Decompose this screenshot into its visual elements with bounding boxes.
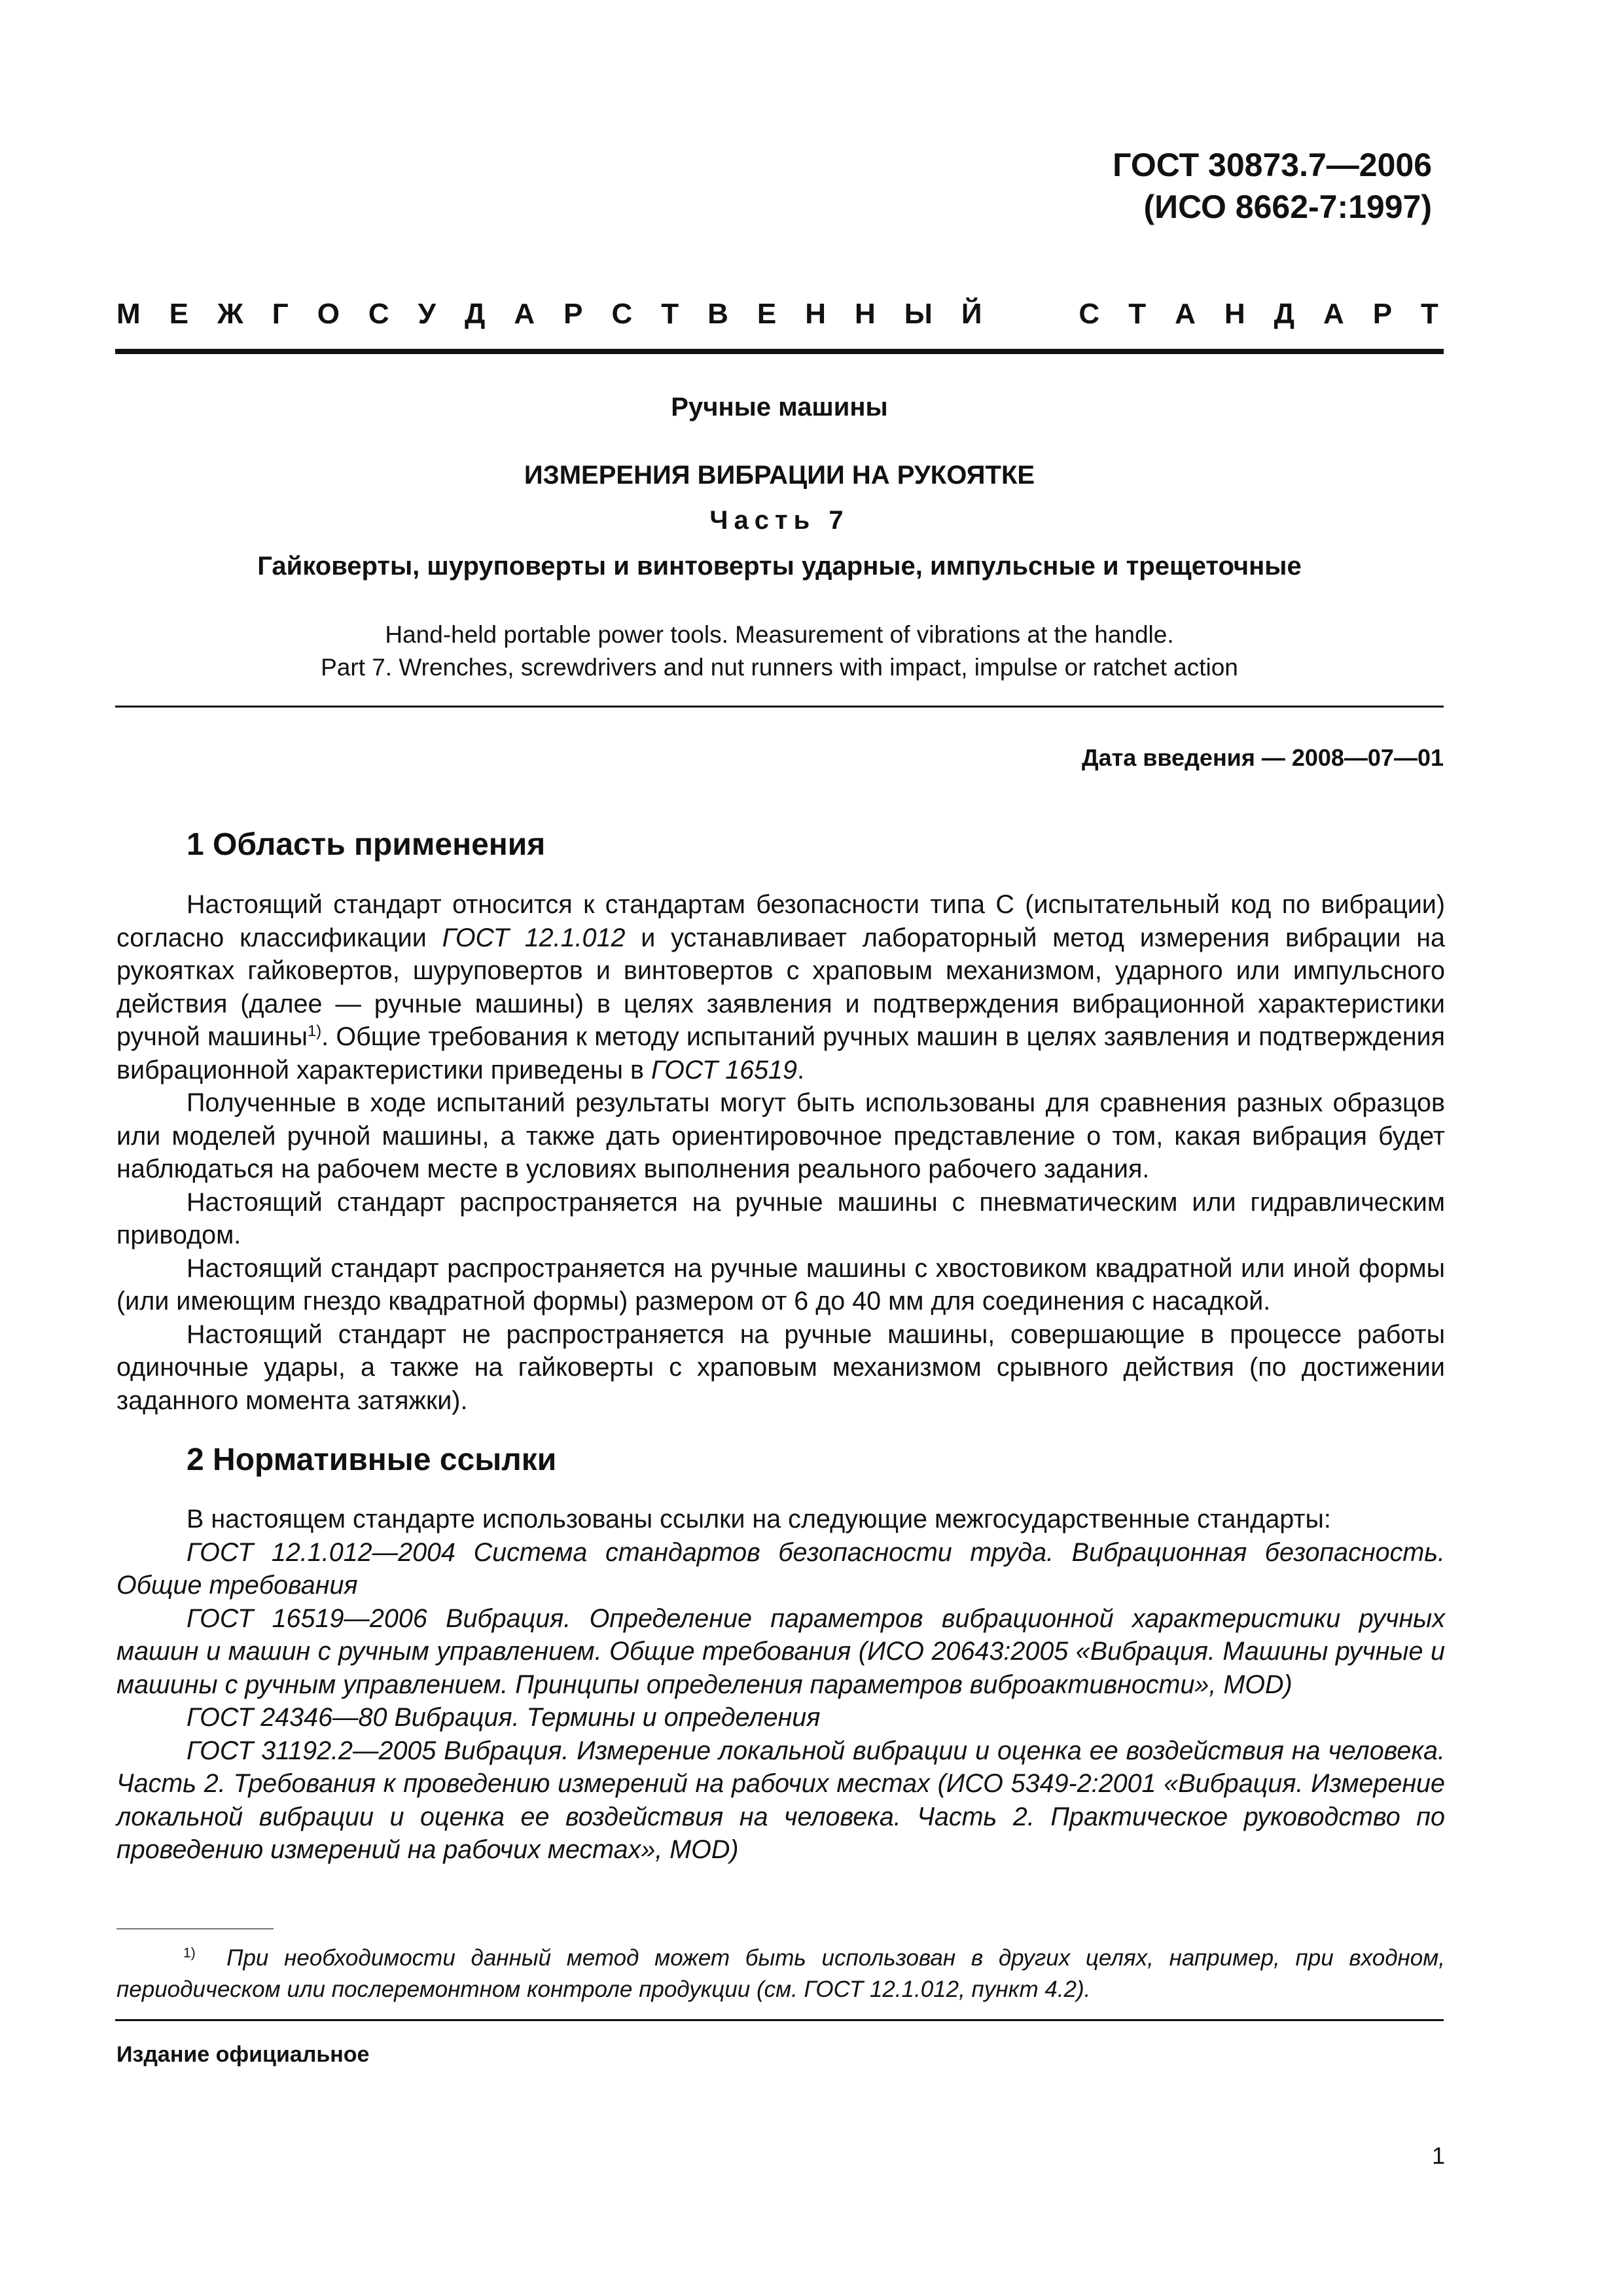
category-letter: Й <box>961 298 982 330</box>
edition-label: Издание официальное <box>116 2042 370 2067</box>
footnote-text: При необходимости данный метод может быть использован в других целях, например, при входном, периодическом или послеремонтном контроле продукции (см. ГОСТ 12.1.012, пункт 4.2). <box>116 1945 1445 2002</box>
paragraph: Настоящий стандарт не распространяется на ручные машины, совершающие в процессе работы одиночные удары, а также на гайковерты с храповым механизмом срывного действия (по достижении заданного момента затяжки). <box>116 1319 1445 1415</box>
reference-item: ГОСТ 16519—2006 Вибрация. Определение параметров вибрационной характеристики ручных машин и машин с ручным управлением. Общие требования (ИСО 20643:2005 «Вибрация. Машины ручные и машины с ручным управлением. Принципы определения параметров виброактивности», MOD) <box>116 1604 1445 1699</box>
reference-link: ГОСТ 16519 <box>651 1055 797 1085</box>
title-part-name: Гайковерты, шуруповерты и винтоверты ударные, импульсные и трещеточные <box>257 552 1302 581</box>
category-letter: Д <box>1274 298 1294 330</box>
category-letter: Ы <box>904 298 933 330</box>
category-letter: Е <box>169 298 188 330</box>
title-rule <box>115 706 1444 708</box>
category-letter: А <box>1323 298 1344 330</box>
english-title <box>115 619 1444 684</box>
reference-item: ГОСТ 12.1.012—2004 Система стандартов безопасности труда. Вибрационная безопасность. Общие требования <box>116 1537 1445 1600</box>
category-letter: Т <box>1128 298 1147 330</box>
category-letter: А <box>1175 298 1196 330</box>
section1-body <box>116 888 1445 1417</box>
text-span: и устанавливает лабораторный метод измерения вибрации на рукоятках гайковертов, шуруповертов и винтовертов с храповым механизмом, ударного или импульсного действия (далее — ручные машины) в целях заявления и подтверждения вибрационной характеристики ручной машины <box>116 923 1445 1051</box>
paragraph <box>116 888 1445 1086</box>
category-letter: Н <box>1224 298 1245 330</box>
footer-rule <box>115 2019 1444 2021</box>
text-span: Настоящий стандарт относится к стандартам безопасности типа С (испытательный код по вибрации) согласно классификации <box>116 890 1445 952</box>
footnote <box>116 1943 1445 2005</box>
footnote-ref: 1) <box>308 1022 322 1040</box>
text-span: . <box>797 1055 804 1085</box>
category-letter: М <box>116 298 141 330</box>
category-letter: Н <box>855 298 876 330</box>
title-subject: Ручные машины <box>671 393 888 422</box>
section2-heading: 2 Нормативные ссылки <box>187 1443 557 1477</box>
paragraph: Настоящий стандарт распространяется на ручные машины с пневматическим или гидравлическим приводом. <box>116 1187 1445 1249</box>
category-letter: Т <box>1421 298 1438 330</box>
category-letter: Р <box>563 298 583 330</box>
category-letter: У <box>418 298 437 330</box>
introduction-date: Дата введения — 2008—07—01 <box>1081 744 1444 771</box>
section2-body <box>116 1503 1445 1867</box>
iso-id: (ИСО 8662-7:1997) <box>1143 188 1432 225</box>
category-letter: С <box>611 298 633 330</box>
title-main: ИЗМЕРЕНИЯ ВИБРАЦИИ НА РУКОЯТКЕ <box>524 461 1035 490</box>
footnote-mark: 1) <box>183 1945 196 1961</box>
paragraph: Настоящий стандарт распространяется на ручные машины с хвостовиком квадратной или иной формы (или имеющим гнездо квадратной формы) размером от 6 до 40 мм для соединения с насадкой. <box>116 1253 1445 1316</box>
paragraph: Полученные в ходе испытаний результаты могут быть использованы для сравнения разных образцов или моделей ручной машины, а также дать ориентировочное представление о том, какая вибрация будет наблюдаться на рабочем месте в условиях выполнения реального рабочего задания. <box>116 1088 1445 1183</box>
category-letter: Д <box>465 298 486 330</box>
document-number-block <box>1113 144 1432 228</box>
text-span: . Общие требования к методу испытаний ручных машин в целях заявления и подтверждения вибрационной характеристики приведены в <box>116 1022 1445 1085</box>
category-letter: О <box>317 298 340 330</box>
category-letter: В <box>707 298 728 330</box>
header-rule <box>115 349 1444 354</box>
category-letter: А <box>514 298 535 330</box>
reference-link: ГОСТ 12.1.012 <box>442 923 626 952</box>
category-letter: С <box>1079 298 1100 330</box>
standard-id: ГОСТ 30873.7—2006 <box>1113 147 1432 183</box>
page-number: 1 <box>1431 2142 1445 2169</box>
category-letter: Е <box>757 298 777 330</box>
section1-heading: 1 Область применения <box>187 827 546 862</box>
category-letter: Г <box>272 298 289 330</box>
footnote-rule <box>116 1928 274 1929</box>
title-part: Часть 7 <box>709 506 849 535</box>
paragraph: В настоящем стандарте использованы ссылки на следующие межгосударственные стандарты: <box>187 1505 1331 1534</box>
category-letter: Т <box>661 298 679 330</box>
reference-item: ГОСТ 31192.2—2005 Вибрация. Измерение локальной вибрации и оценка ее воздействия на человека. Часть 2. Требования к проведению измерений на рабочих местах (ИСО 5349-2:2001 «Вибрация. Измерение локальной вибрации и оценка ее воздействия на человека. Часть 2. Практическое руководство по проведению измерений на рабочих местах», MOD) <box>116 1736 1445 1864</box>
english-title-line2: Part 7. Wrenches, screwdrivers and nut runners with impact, impulse or ratchet action <box>321 654 1238 681</box>
category-letter: С <box>368 298 389 330</box>
category-letter: Н <box>805 298 827 330</box>
category-letter: Р <box>1372 298 1393 330</box>
category-letter: Ж <box>217 298 243 330</box>
word-gap <box>1010 298 1050 331</box>
reference-item: ГОСТ 24346—80 Вибрация. Термины и определения <box>187 1703 821 1732</box>
english-title-line1: Hand-held portable power tools. Measurement of vibrations at the handle. <box>385 621 1174 648</box>
standard-category <box>116 298 1438 331</box>
